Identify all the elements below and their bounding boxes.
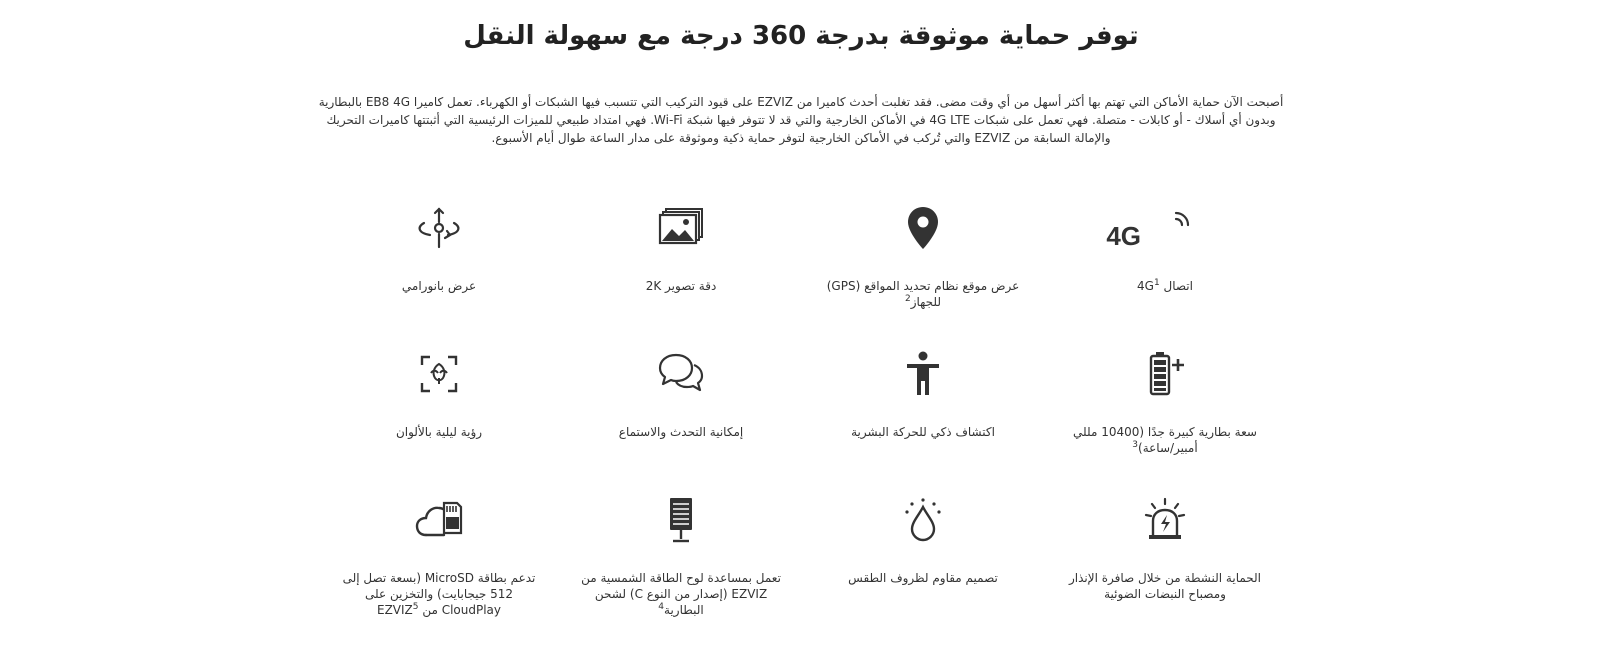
svg-text:4G: 4G — [1106, 221, 1141, 251]
panoramic-rotate-icon — [407, 196, 471, 260]
feature-4g — [1044, 196, 1286, 342]
feature-label: رؤية ليلية بالألوان — [395, 425, 483, 439]
feature-storage — [318, 488, 560, 634]
feature-battery — [1044, 342, 1286, 488]
page-title: توفر حماية موثوقة بدرجة 360 درجة مع سهولة النقل — [463, 21, 1139, 51]
feature-label: الحماية النشطة من خلال صافرة الإنذار ومصباح النبضات الضوئية — [1068, 571, 1262, 601]
feature-label: إمكانية التحدث والاستماع — [618, 425, 744, 439]
night-vision-icon — [407, 342, 471, 406]
feature-2k — [560, 196, 802, 342]
location-pin-icon — [891, 196, 955, 260]
feature-label: اتصال $4G^1$ — [1137, 278, 1193, 293]
feature-label: عرض بانورامي — [401, 279, 477, 293]
feature-night-vision — [318, 342, 560, 488]
human-figure-icon — [891, 342, 955, 406]
feature-gps — [802, 196, 1044, 342]
battery-icon — [1133, 342, 1197, 406]
feature-label: تدعم بطاقة MicroSD (بسعة تصل إلى 512 جيجابايت) والتخزين على CloudPlay من EZVIZ$^5$ — [342, 571, 536, 617]
water-drop-icon — [891, 488, 955, 552]
feature-two-way-talk — [560, 342, 802, 488]
image-gallery-icon — [649, 196, 713, 260]
chat-bubbles-icon — [649, 342, 713, 406]
intro-paragraph: أصبحت الآن حماية الأماكن التي تهتم بها أكثر أسهل من أي وقت مضى. فقد تغلبت أحدث كاميرا من EZVIZ على قيود التركيب التي تتسبب فيها الشبكات أو الكهرباء. تعمل كاميرا EB8 4G بالبطارية وبدون أي أسلاك - أو كابلات - متصلة. فهي تعمل على شبكات 4G LTE في الأماكن الخارجية والتي قد لا تتوفر فيها شبكة Wi-Fi. فهي امتداد طبيعي للميزات الرئيسية التي أثبتتها كاميرات التحريك والإمالة السابقة من EZVIZ والتي تُركب في الأماكن الخارجية لتوفر حماية ذكية وموثوقة على مدار الساعة طوال أيام الأسبوع. — [318, 95, 1284, 145]
feature-weatherproof — [802, 488, 1044, 634]
feature-label: تعمل بمساعدة لوح الطاقة الشمسية من EZVIZ (إصدار من النوع C) لشحن البطارية$^4$ — [581, 571, 781, 617]
feature-label: دقة تصوير 2K — [645, 279, 717, 293]
feature-label: عرض موقع نظام تحديد المواقع (GPS) للجهاز$^2$ — [826, 279, 1020, 309]
siren-icon — [1133, 488, 1197, 552]
solar-panel-icon — [649, 488, 713, 552]
feature-label: اكتشاف ذكي للحركة البشرية — [851, 425, 995, 439]
feature-panoramic — [318, 196, 560, 342]
feature-siren — [1044, 488, 1286, 634]
4g-signal-icon — [1106, 196, 1197, 260]
feature-label: تصميم مقاوم لظروف الطقس — [848, 571, 998, 585]
feature-label: سعة بطارية كبيرة جدًا (10400 مللي أمبير/ساعة)$^3$ — [1073, 425, 1257, 455]
feature-solar-panel — [560, 488, 802, 634]
cloud-sd-icon — [407, 488, 471, 552]
features-grid — [318, 196, 1286, 634]
feature-human-detection — [802, 342, 1044, 488]
